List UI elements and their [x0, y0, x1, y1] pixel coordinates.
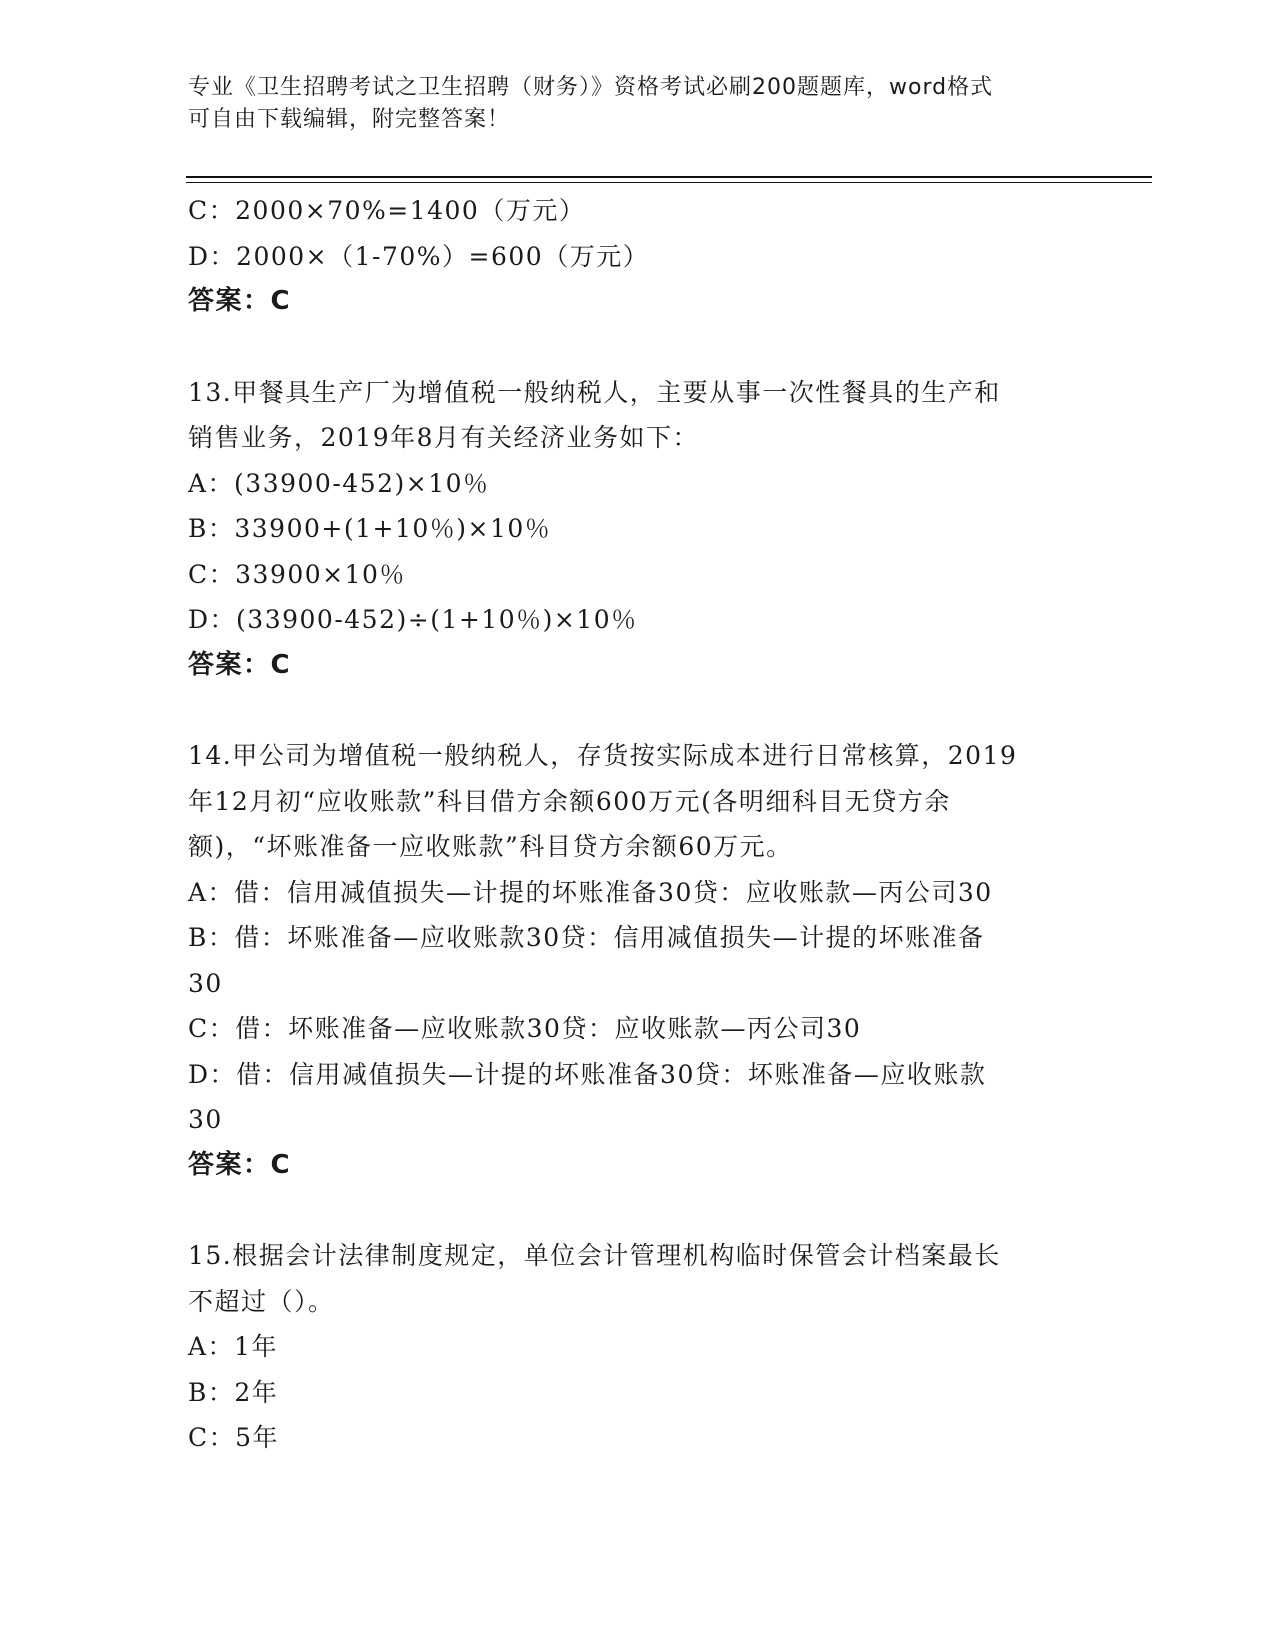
question-stem: 额)，“坏账准备一应收账款”科目贷方余额60万元。	[188, 832, 793, 861]
option-c: C：借：坏账准备—应收账款30贷：应收账款—丙公司30	[188, 1014, 862, 1043]
option-a: A：借：信用减值损失—计提的坏账准备30贷：应收账款—丙公司30	[188, 877, 993, 907]
header-divider-thick	[186, 176, 1152, 178]
header-divider-thin	[186, 182, 1152, 183]
header-title-line-2: 可自由下载编辑，附完整答案！	[188, 107, 511, 132]
option-d: 30	[188, 1105, 223, 1134]
spacer	[188, 325, 1088, 370]
page-header	[188, 72, 1068, 136]
option-b: B：借：坏账准备—应收账款30贷：信用减值损失—计提的坏账准备	[188, 923, 985, 952]
option-b: B：2年	[188, 1377, 279, 1407]
question-stem: 15.根据会计法律制度规定，单位会计管理机构临时保管会计档案最长	[188, 1241, 1001, 1270]
question-stem: 年12月初“应收账款”科目借方余额600万元(各明细科目无贷方余	[188, 786, 951, 816]
spacer	[188, 1188, 1088, 1233]
answer: 答案：C	[188, 286, 292, 316]
option-b: 30	[188, 968, 223, 998]
option-c: C：5年	[188, 1423, 280, 1452]
answer: 答案：C	[188, 1149, 292, 1180]
spacer	[188, 688, 1088, 733]
document-body	[188, 188, 1088, 1461]
question-13	[188, 370, 1088, 689]
question-stem: 销售业务，2019年8月有关经济业务如下：	[188, 423, 700, 452]
question-12-tail	[188, 188, 1088, 325]
answer: 答案：C	[188, 649, 292, 680]
question-15	[188, 1233, 1088, 1461]
option-d: D：(33900-452)÷(1+10％)×10％	[188, 605, 638, 634]
question-stem: 14.甲公司为增值税一般纳税人，存货按实际成本进行日常核算，2019	[188, 741, 1018, 770]
question-stem: 13.甲餐具生产厂为增值税一般纳税人，主要从事一次性餐具的生产和	[188, 377, 1001, 407]
option-c: C：33900×10％	[188, 559, 406, 589]
option-a: A：1年	[188, 1332, 278, 1361]
option-d: D：2000×（1-70%）=600（万元）	[188, 241, 650, 271]
option-b: B：33900+(1+10％)×10％	[188, 514, 552, 543]
question-14	[188, 733, 1088, 1188]
option-d: D：借：信用减值损失—计提的坏账准备30贷：坏账准备—应收账款	[188, 1059, 987, 1089]
header-title-line-1: 专业《卫生招聘考试之卫生招聘（财务）》资格考试必刷200题题库，word格式	[188, 75, 994, 100]
option-c: C：2000×70%=1400（万元）	[188, 196, 586, 225]
question-stem: 不超过（）。	[188, 1286, 335, 1316]
option-a: A：(33900-452)×10％	[188, 468, 490, 498]
